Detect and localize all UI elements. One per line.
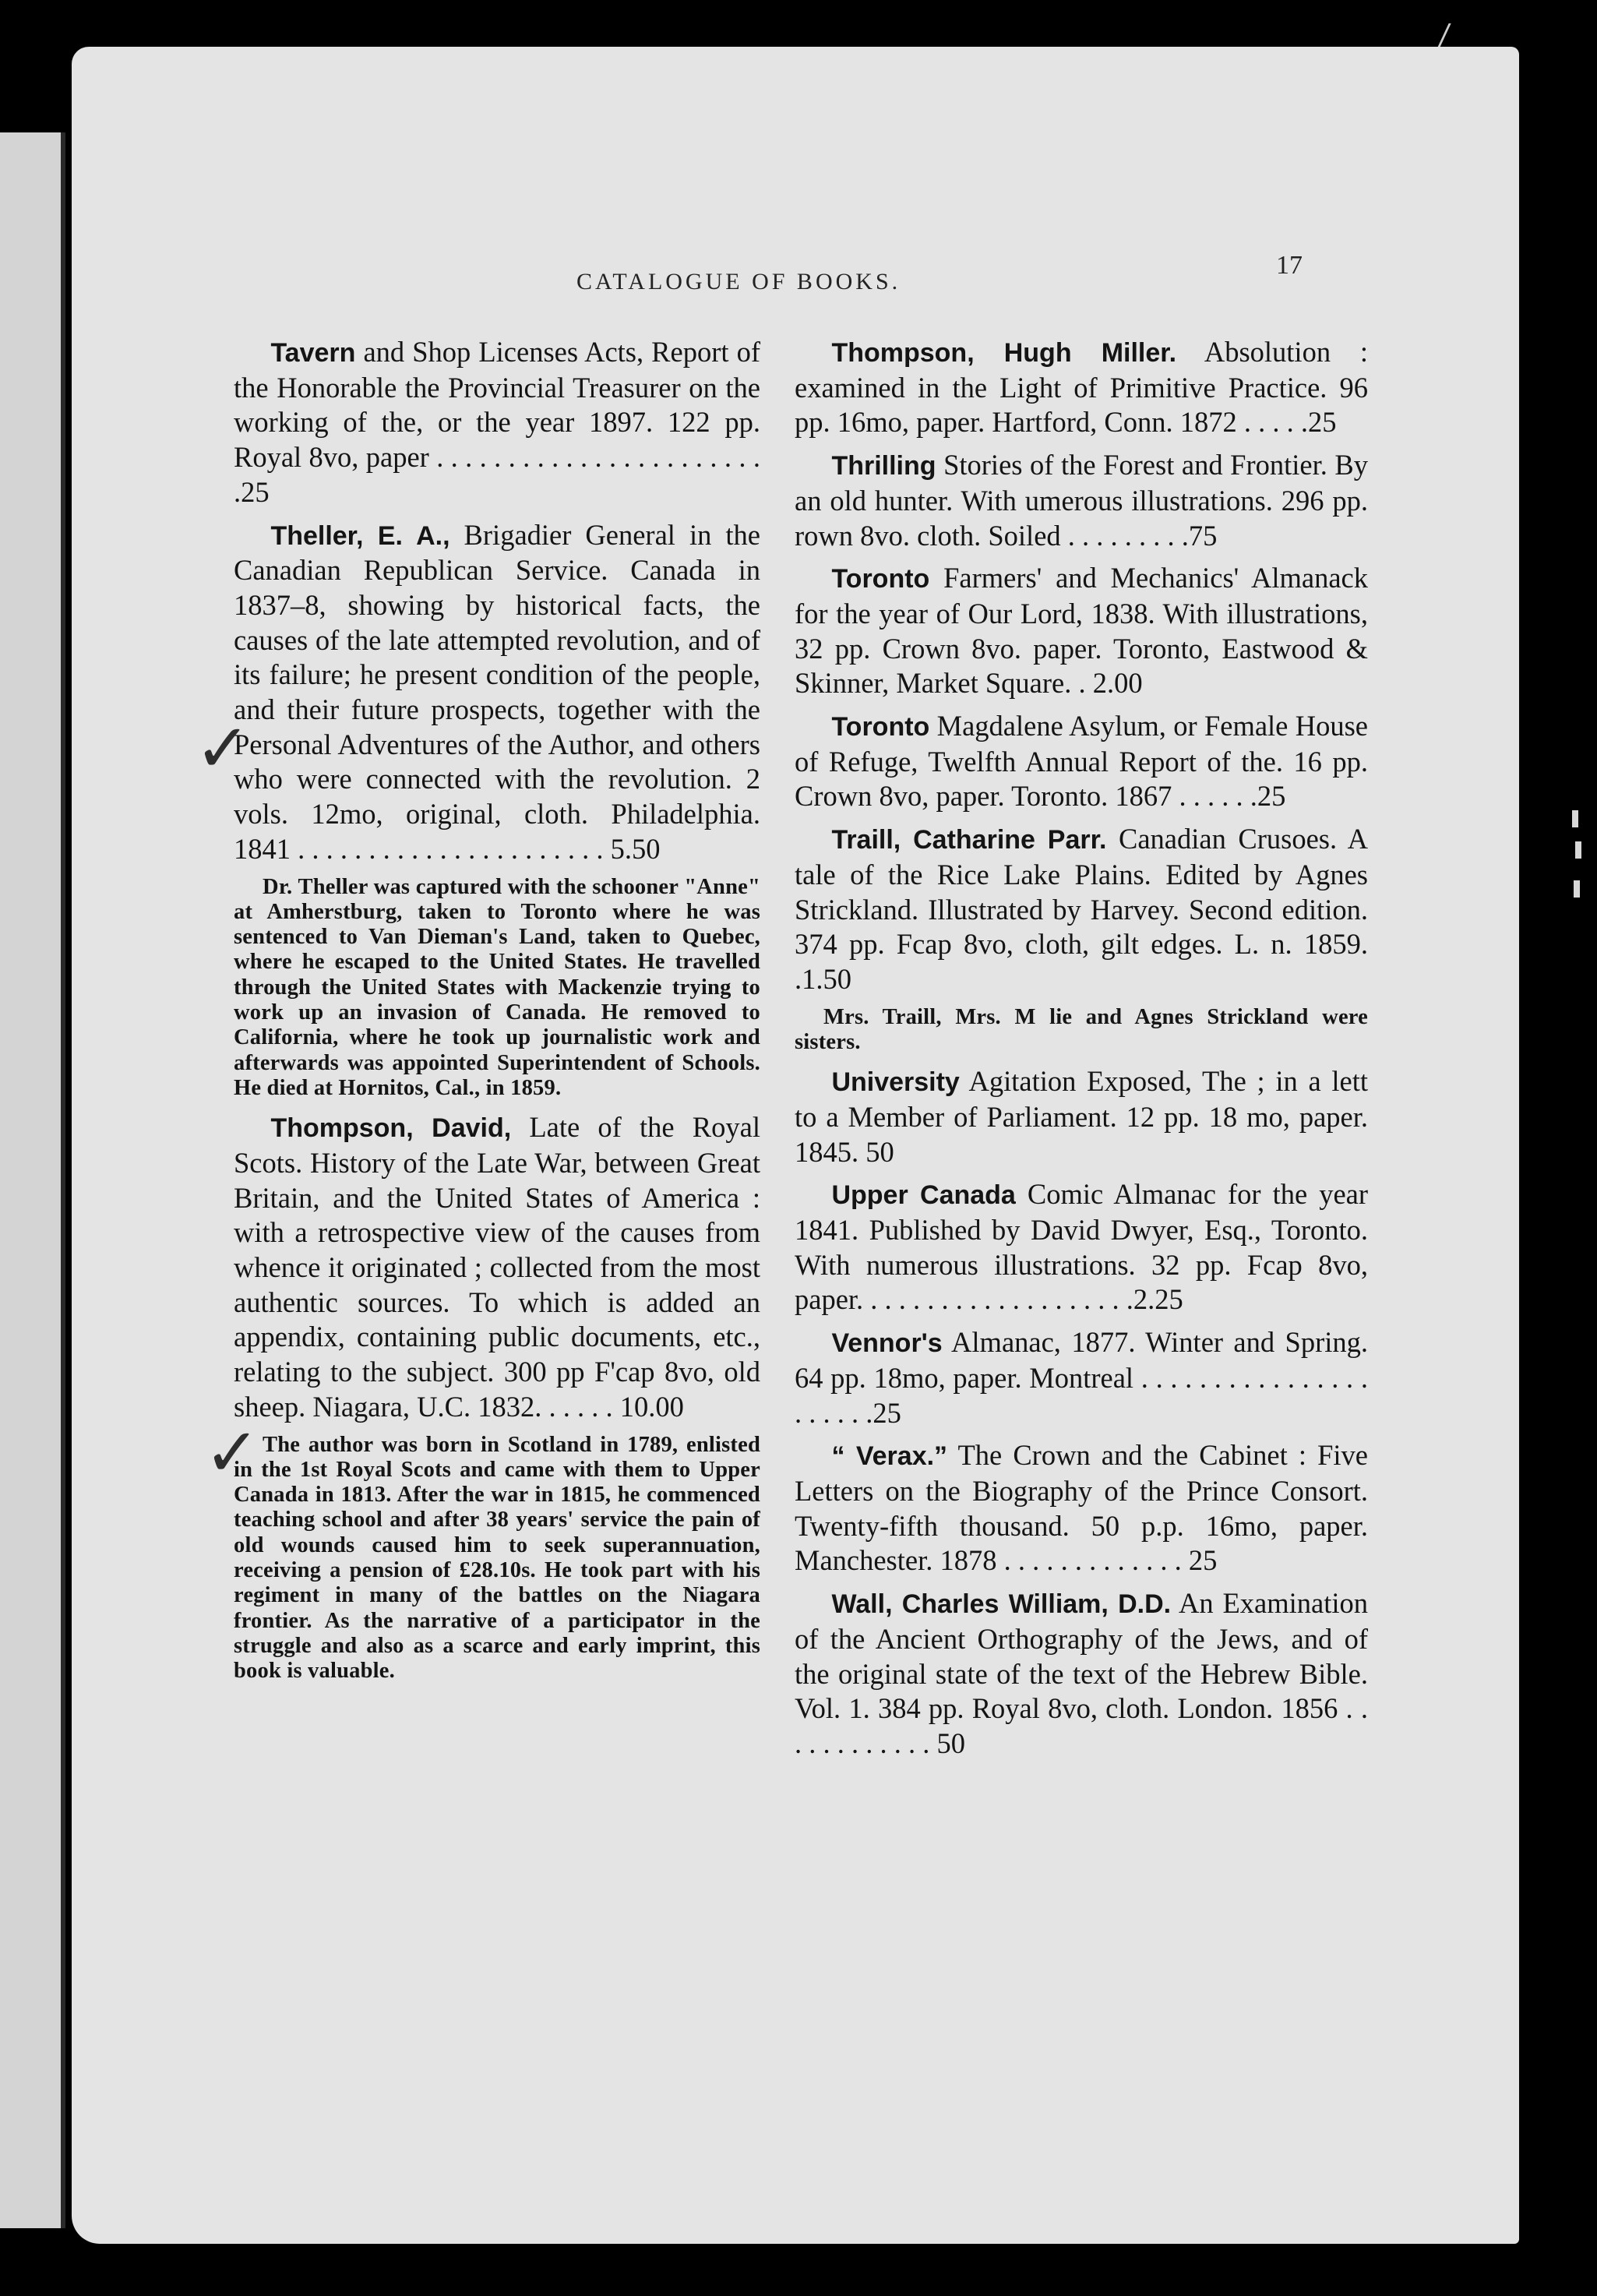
entry-heading: Toronto — [831, 712, 930, 742]
entry-text: An Examination of the Ancient Orthography of the Jews, and of the original state of the text of the Hebrew Bible. Vol. 1. 384 pp. Royal 8vo, cloth. London. 1856 . . . . . . . . . . . . 50 — [795, 1587, 1369, 1759]
checkmark-icon: ✓ — [195, 710, 252, 788]
entry-heading: Wall, Charles William, D.D. — [831, 1589, 1172, 1620]
right-edge-marks — [1572, 810, 1588, 919]
entry-thrilling — [795, 448, 1368, 553]
entry-toronto-almanack — [795, 561, 1368, 701]
entry-heading: Thompson, David, — [270, 1113, 512, 1144]
entry-heading: Thompson, Hugh Miller. — [831, 338, 1177, 368]
entry-upper-canada — [795, 1177, 1368, 1317]
left-column — [234, 335, 760, 1694]
page-number: 17 — [1276, 251, 1303, 280]
entry-heading: Vennor's — [831, 1328, 943, 1359]
checkmark-icon: ✓ — [204, 1414, 261, 1492]
entry-text: Stories of the Forest and Frontier. By an old hunter. With umerous illustrations. 296 pp. rown 8vo. cloth. Soiled . . . . . . . . .75 — [795, 449, 1368, 552]
entry-thompson-hugh — [795, 335, 1368, 440]
running-header: CATALOGUE OF BOOKS. — [576, 269, 901, 294]
entry-toronto-magdalene — [795, 709, 1368, 814]
entry-university — [795, 1064, 1368, 1169]
entry-text: Canadian Crusoes. A tale of the Rice Lake Plains. Edited by Agnes Strickland. Illustrated by Harvey. Second edition. 374 pp. Fcap 8vo, cloth, gilt edges. L. n. 1859. .1.50 — [795, 823, 1368, 995]
entry-heading: University — [831, 1067, 960, 1098]
entry-heading: Traill, Catharine Parr. — [831, 825, 1107, 855]
page-gutter — [61, 132, 65, 2228]
entry-text: Magdalene Asylum, or Female House of Refuge, Twelfth Annual Report of the. 16 pp. Crown 8vo, paper. Toronto. 1867 . . . . . .25 — [795, 710, 1368, 813]
entry-text: Comic Almanac for the year 1841. Published by David Dwyer, Esq., Toronto. With numerous illustrations. 32 pp. Fcap 8vo, paper. . . . . . . . . . . . . . . . . . . .2.25 — [795, 1178, 1368, 1316]
entry-heading: Theller, E. A., — [270, 520, 450, 551]
entry-text: Brigadier General in the Canadian Republican Service. Canada in 1837–8, showing by historical facts, the causes of the late attempted revolution, and of its failure; he present condition of the people, and their future prospects, together with the Personal Adventures of the Author, and others who were connected with the revolution. 2 vols. 12mo, original, cloth. Philadelphia. 1841 . . . . . . . . . . . . . . . . . . . . . . 5.50 — [234, 518, 760, 865]
entry-text: Farmers' and Mechanics' Almanack for the year of Our Lord, 1838. With illustrations, 32 pp. Crown 8vo. paper. Toronto, Eastwood & Skinner, Market Square. . 2.00 — [795, 562, 1368, 700]
entry-heading: Toronto — [831, 564, 930, 594]
entry-heading: Thrilling — [831, 451, 936, 481]
note-thompson-david: The author was born in Scotland in 1789, enlisted in the 1st Royal Scots and came with them to Upper Canada in 1813. After the war in 1815, he commenced teaching school and after 38 years' service the pain of old wounds caused him to seek superannuation, receiving a pension of £28.10s. He took part with his regiment in many of the battles on the Niagara frontier. As the narrative of a participator in the struggle and also as a scarce and early imprint, this book is valuable. — [234, 1432, 760, 1684]
entry-vennors — [795, 1325, 1368, 1430]
note-traill: Mrs. Traill, Mrs. M lie and Agnes Strickland were sisters. — [795, 1004, 1368, 1054]
entry-thompson-david — [234, 1110, 760, 1424]
entry-heading: “ Verax.” — [831, 1441, 948, 1472]
entry-tavern — [234, 335, 760, 510]
entry-theller — [234, 518, 760, 867]
entry-text: Agitation Exposed, The ; in a lett to a Member of Parliament. 12 pp. 18 mo, paper. 1845. 50 — [795, 1065, 1368, 1168]
entry-text: Late of the Royal Scots. History of the Late War, between Great Britain, and the United States of America : with a retrospective view of the causes from whence it originated ; collected from the most authentic sources. To which is added an appendix, containing public documents, etc., relating to the subject. 300 pp F'cap 8vo, old sheep. Niagara, U.C. 1832. . . . . . 10.00 — [234, 1111, 760, 1423]
entry-text: Almanac, 1877. Winter and Spring. 64 pp. 18mo, paper. Montreal . . . . . . . . . . . . . . . . . . . . . .25 — [795, 1326, 1368, 1429]
entry-heading: Tavern — [270, 338, 356, 368]
entry-traill — [795, 822, 1368, 997]
entry-text: The Crown and the Cabinet : Five Letters on the Biography of the Prince Consort. Twenty-fifth thousand. 50 p.p. 16mo, paper. Manchester. 1878 . . . . . . . . . . . . . 25 — [795, 1439, 1368, 1577]
note-theller: Dr. Theller was captured with the schooner "Anne" at Amherstburg, taken to Toronto where he was sentenced to Van Dieman's Land, taken to Quebec, where he escaped to the United States. He travelled through the United States with Mackenzie trying to work up an invasion of Canada. He removed to California, where he took up journalistic work and afterwards was appointed Superintendent of Schools. He died at Hornitos, Cal., in 1859. — [234, 874, 760, 1100]
entry-verax — [795, 1438, 1368, 1578]
entry-wall — [795, 1586, 1368, 1762]
entry-heading: Upper Canada — [831, 1180, 1016, 1211]
entry-text: and Shop Licenses Acts, Report of the Honorable the Provincial Treasurer on the working of the, or the year 1897. 122 pp. Royal 8vo, paper . . . . . . . . . . . . . . . . . . . . . . . .25 — [234, 336, 760, 508]
right-column — [795, 335, 1368, 1769]
facing-page-edge — [0, 132, 61, 2228]
entry-text: Absolution : examined in the Light of Primitive Practice. 96 pp. 16mo, paper. Hartford, Conn. 1872 . . . . .25 — [795, 336, 1368, 439]
